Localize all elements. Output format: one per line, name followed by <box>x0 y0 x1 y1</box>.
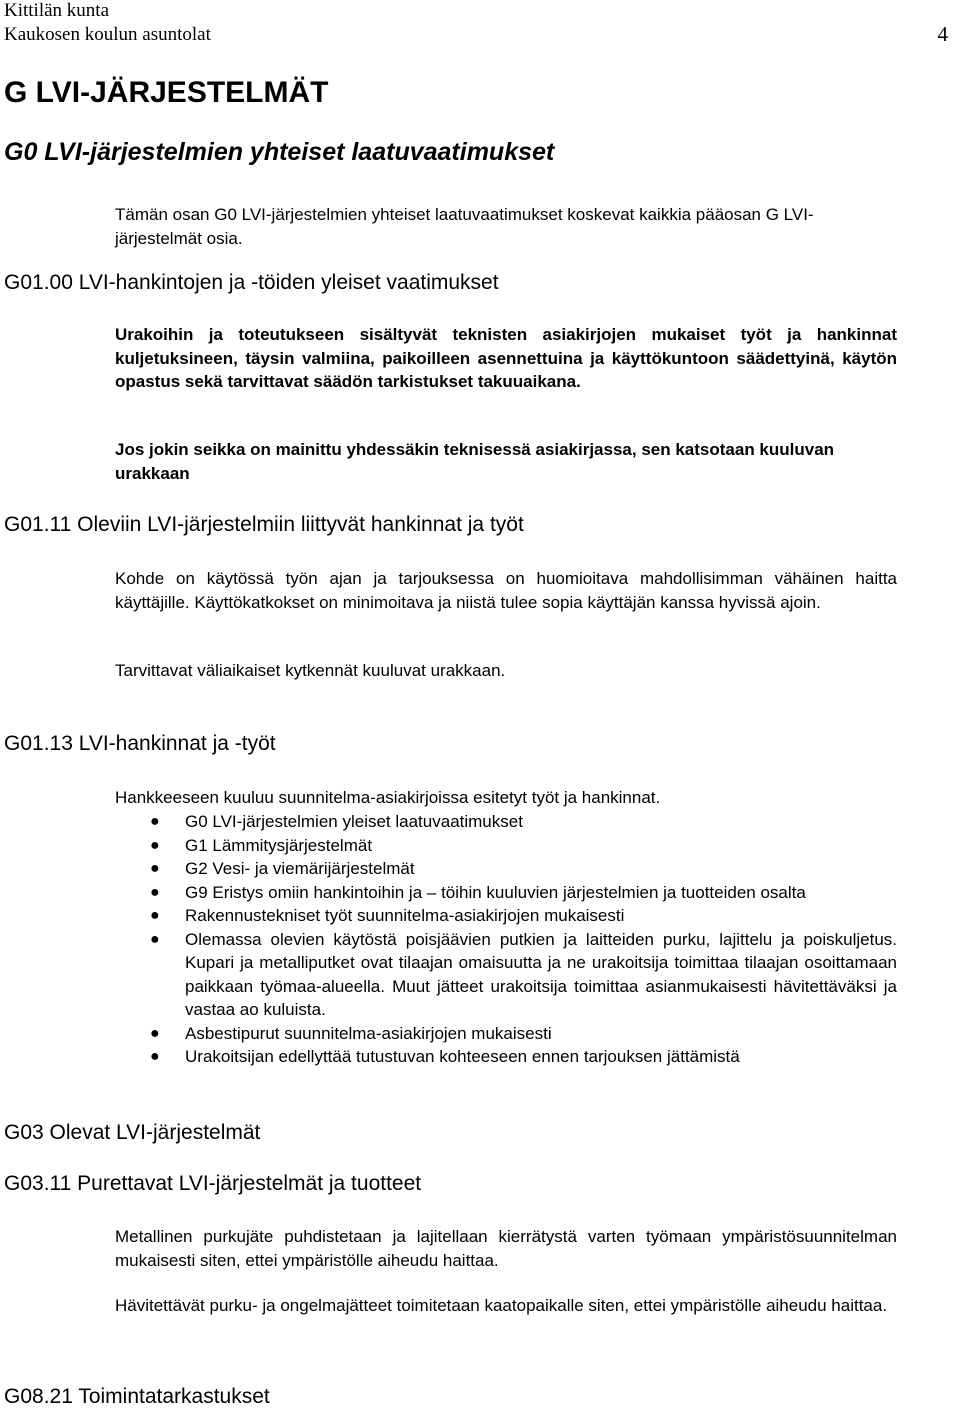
list-item <box>115 834 897 858</box>
section-g0111-paragraph-2: Tarvittavat väliaikaiset kytkennät kuuluvat urakkaan. <box>115 661 506 680</box>
section-g0113-heading: G01.13 LVI-hankinnat ja -työt <box>4 732 276 755</box>
page-number: 4 <box>937 22 948 46</box>
bullet-icon: ● <box>150 860 160 877</box>
section-g0311-paragraph-2: Hävitettävät purku- ja ongelmajätteet toimitetaan kaatopaikalle siten, ettei ympäristölle aiheudu haittaa. <box>115 1296 888 1315</box>
list-item <box>115 881 897 905</box>
list-item <box>115 904 897 928</box>
section-g0821-heading: G08.21 Toimintatarkastukset <box>4 1385 270 1408</box>
list-item-text: G2 Vesi- ja viemärijärjestelmät <box>185 859 415 878</box>
document-title: G LVI-JÄRJESTELMÄT <box>4 76 329 109</box>
bullet-icon: ● <box>150 836 160 854</box>
section-g0100-paragraph-1: Urakoihin ja toteutukseen sisältyvät teknisten asiakirjojen mukaiset työt ja hankinnat kuljetuksineen, täysin valmiina, paikoilleen asennettuina ja käyttökuntoon säädettyinä, käytön opastus sekä tarvittavat säädön tarkistukset takuuaikana. <box>115 325 897 391</box>
list-item-text: G1 Lämmitysjärjestelmät <box>185 835 373 855</box>
section-g0100-heading: G01.00 LVI-hankintojen ja -töiden yleiset vaatimukset <box>4 271 499 294</box>
list-item <box>115 810 897 834</box>
list-item <box>115 1045 897 1069</box>
section-g0311-heading: G03.11 Purettavat LVI-järjestelmät ja tuotteet <box>4 1172 422 1195</box>
section-g0113-intro: Hankkeeseen kuuluu suunnitelma-asiakirjoissa esitetyt työt ja hankinnat. <box>115 788 661 807</box>
list-item-text: Asbestipurut suunnitelma-asiakirjojen mukaisesti <box>185 1023 552 1043</box>
list-item-text: Urakoitsijan edellyttää tutustuvan kohteeseen ennen tarjouksen jättämistä <box>185 1047 740 1066</box>
section-g0100-paragraph-2: Jos jokin seikka on mainittu yhdessäkin teknisessä asiakirjassa, sen katsotaan kuuluvan urakkaan <box>115 440 835 483</box>
list-item-text: Olemassa olevien käytöstä poisjäävien putkien ja laitteiden purku, lajittelu ja poiskuljetus. Kupari ja metalliputket ovat tilaajan omaisuutta ja ne urakoitsija toimittaa tilaajan osoittamaan paikkaan työmaa-alueella. Muut jätteet urakoitsija toimittaa asianmukaisesti hävitettäväksi ja vastaa ao kuluista. <box>185 929 897 1019</box>
list-item <box>115 857 897 881</box>
list-item-text: Rakennustekniset työt suunnitelma-asiakirjojen mukaisesti <box>185 906 625 925</box>
section-g0-intro: Tämän osan G0 LVI-järjestelmien yhteiset laatuvaatimukset koskevat kaikkia pääosan G LVI-järjestelmät osia. <box>115 205 814 248</box>
bullet-icon: ● <box>150 1024 160 1042</box>
bullet-icon: ● <box>150 813 160 830</box>
header-org: Kittilän kunta <box>4 0 110 21</box>
list-item-text: G9 Eristys omiin hankintoihin ja – töihin kuuluvien järjestelmien ja tuotteiden osalta <box>185 882 806 902</box>
bullet-icon: ● <box>150 930 160 948</box>
list-item <box>115 1022 897 1046</box>
header-project: Kaukosen koulun asuntolat <box>4 24 211 45</box>
list-item <box>115 928 897 1022</box>
section-g0111-paragraph-1: Kohde on käytössä työn ajan ja tarjouksessa on huomioitava mahdollisimman vähäinen haitta käyttäjille. Käyttökatkokset on minimoitava ja niistä tulee sopia käyttäjän kanssa hyvissä ajoin. <box>115 569 897 612</box>
section-g0111-heading: G01.11 Oleviin LVI-järjestelmiin liittyvät hankinnat ja työt <box>4 513 524 536</box>
section-g0113-list <box>115 810 897 1069</box>
section-g03-heading: G03 Olevat LVI-järjestelmät <box>4 1121 261 1144</box>
bullet-icon: ● <box>150 1048 160 1065</box>
bullet-icon: ● <box>150 907 160 924</box>
section-g0311-paragraph-1: Metallinen purkujäte puhdistetaan ja lajitellaan kierrätystä varten työmaan ympäristösuunnitelman mukaisesti siten, ettei ympäristölle aiheudu haittaa. <box>115 1227 897 1270</box>
section-g0-heading: G0 LVI-järjestelmien yhteiset laatuvaatimukset <box>4 138 555 166</box>
bullet-icon: ● <box>150 883 160 901</box>
list-item-text: G0 LVI-järjestelmien yleiset laatuvaatimukset <box>185 812 523 831</box>
